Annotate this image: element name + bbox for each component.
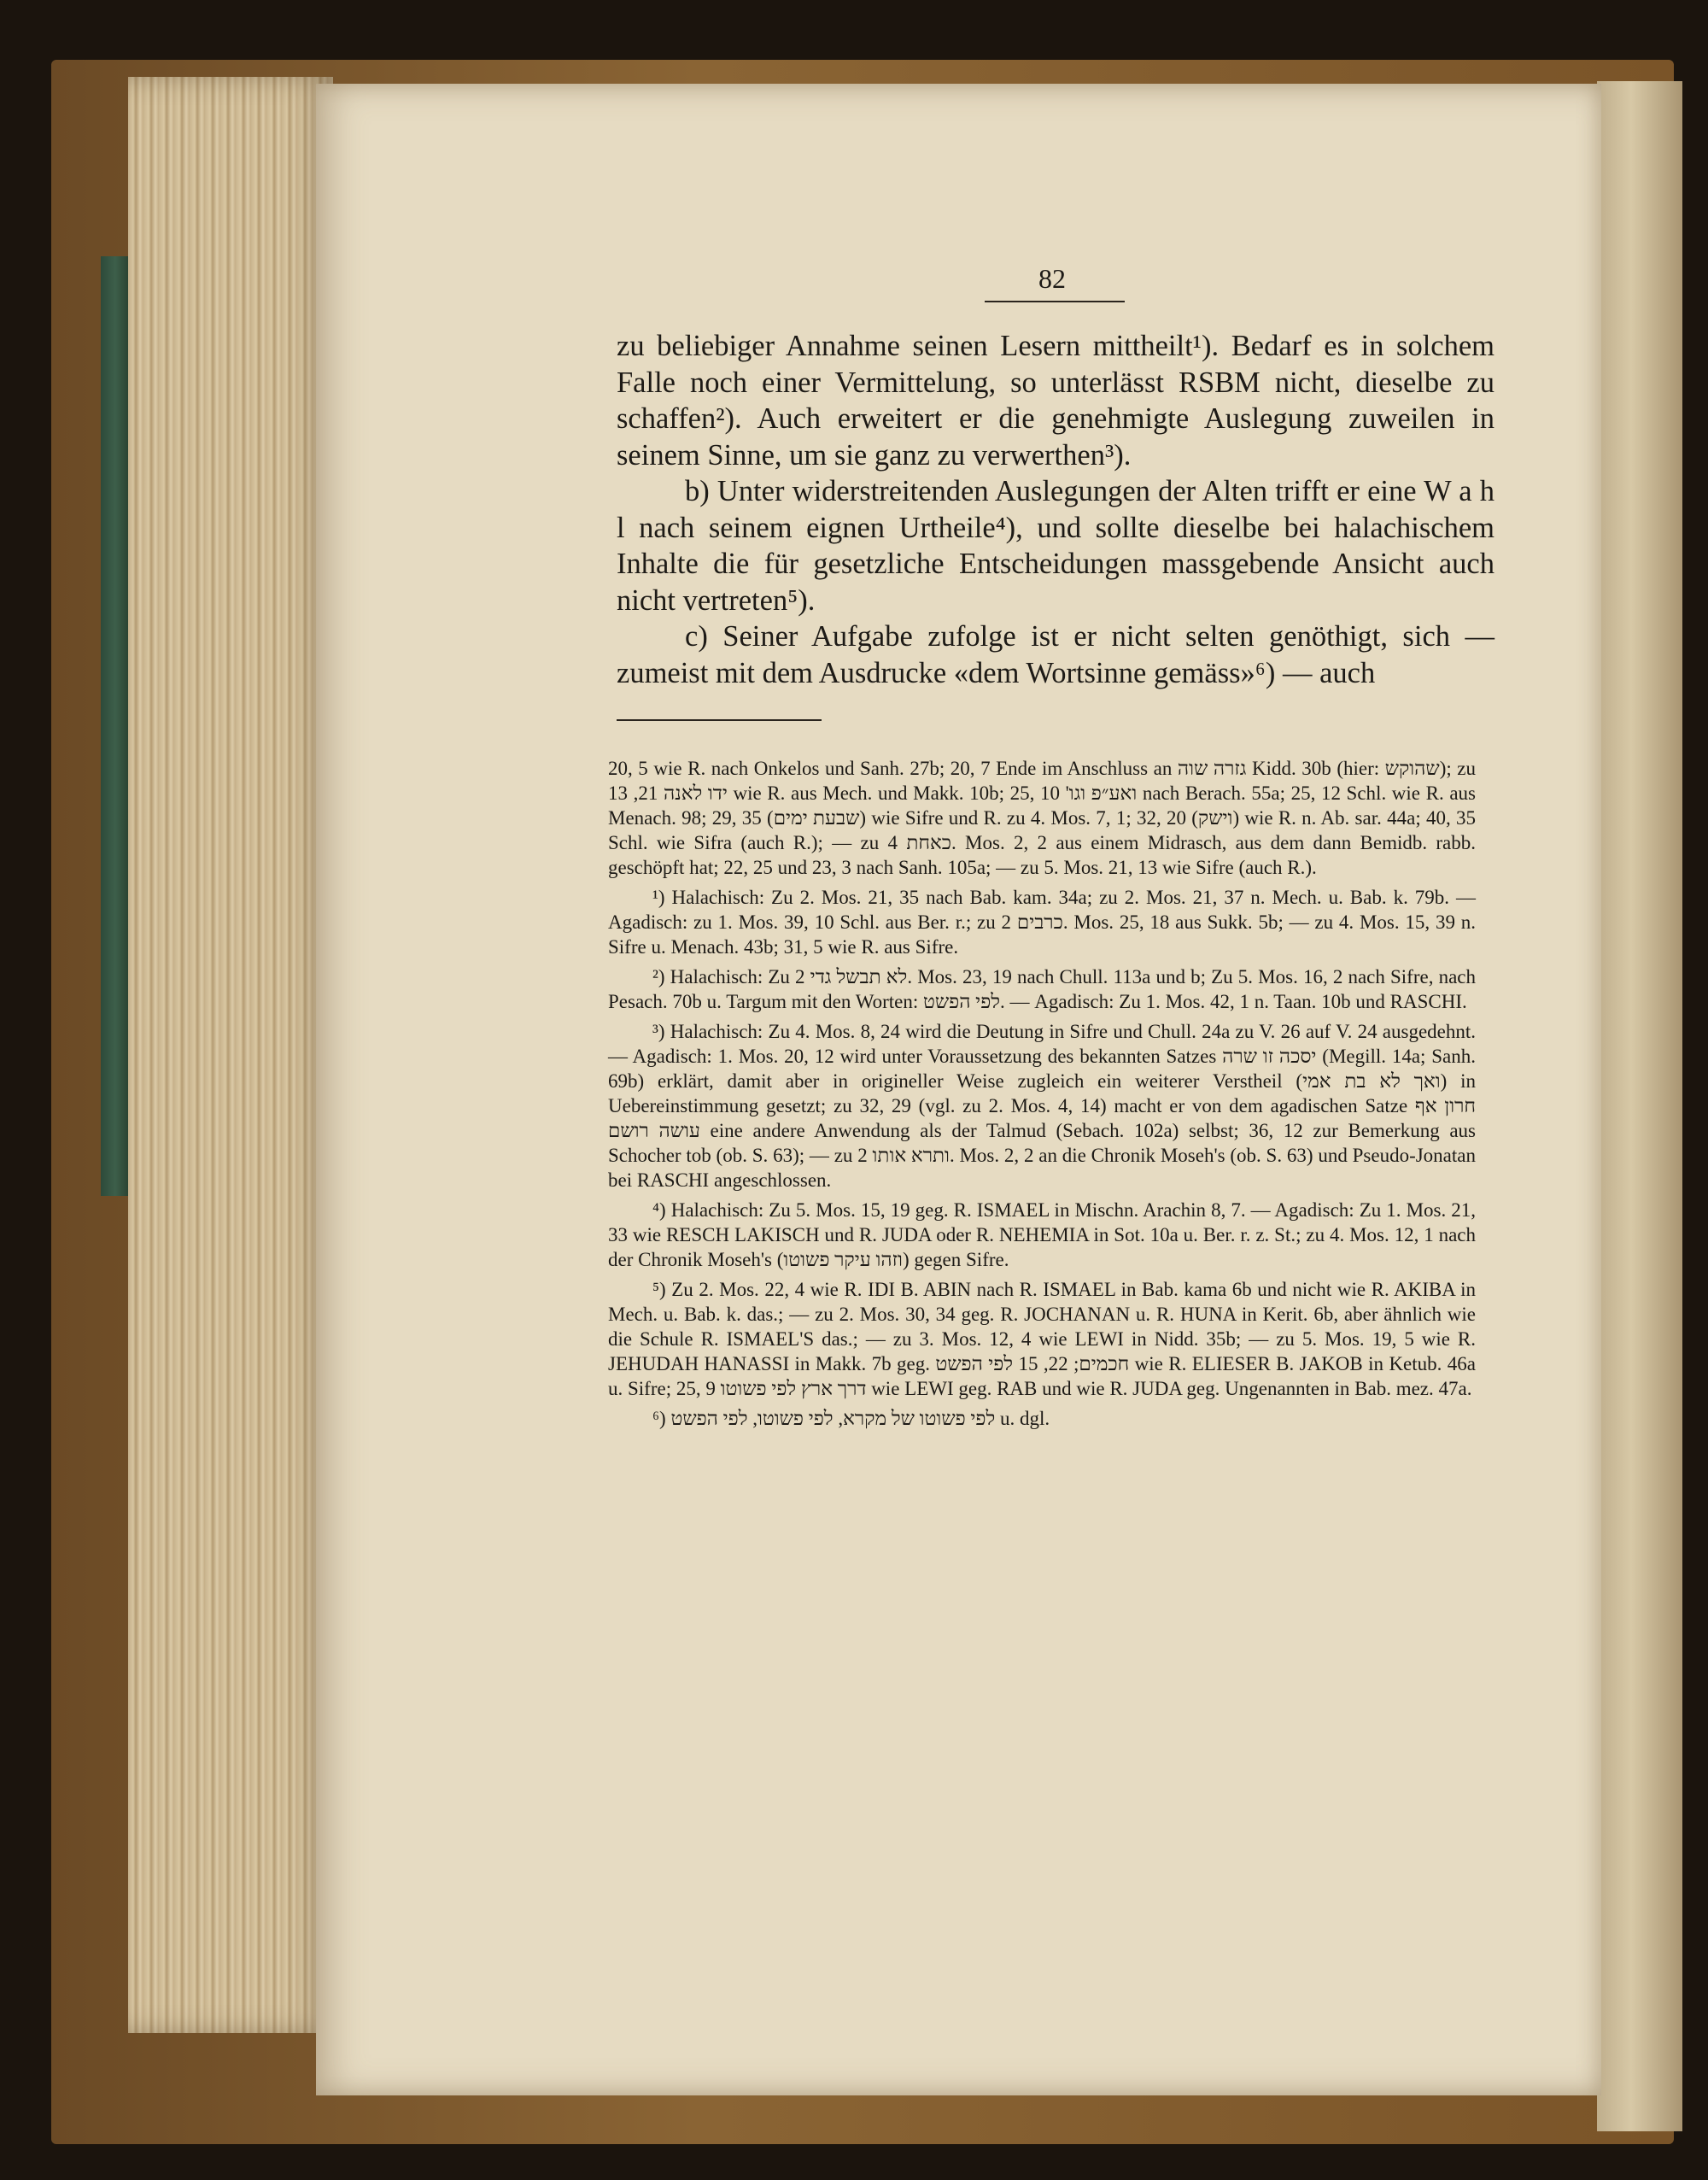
page-edges-stack bbox=[128, 77, 333, 2033]
footnote-1: ¹) Halachisch: Zu 2. Mos. 21, 35 nach Bab. kam. 34a; zu 2. Mos. 21, 37 n. Mech. u. Bab. k. 79b. — Agadisch: zu 1. Mos. 39, 10 Schl. aus Ber. r.; zu כרבים 2. Mos. 25, 18 aus Sukk. 5b; — zu 4. Mos. 15, 39 n. Sifre u. Menach. 43b; 31, 5 wie R. aus Sifre. bbox=[608, 887, 1476, 958]
footnote-2: ²) Halachisch: Zu לא תבשל גדי 2. Mos. 23, 19 nach Chull. 113a und b; Zu 5. Mos. 16, 2 nach Sifre, nach Pesach. 70b u. Targum mit den Worten: לפי הפשט. — Agadisch: Zu 1. Mos. 42, 1 n. Taan. 10b und RASCHI. bbox=[608, 966, 1476, 1012]
footnote-rule bbox=[617, 719, 822, 721]
footnotes bbox=[608, 756, 1476, 1431]
footnote-5: ⁵) Zu 2. Mos. 22, 4 wie R. IDI B. ABIN nach R. ISMAEL in Bab. kama 6b und nicht wie R. AKIBA in Mech. u. Bab. k. das.; — zu 2. Mos. 30, 34 geg. R. JOCHANAN u. R. HUNA in Kerit. 6b, aber ähnlich wie die Schule R. ISMAEL'S das.; — zu 3. Mos. 12, 4 wie LEWI in Nidd. 35b; — zu 5. Mos. 19, 5 wie R. JEHUDAH HANASSI in Makk. 7b geg. חכמים; 22, 15 לפי הפשט wie R. ELIESER B. JAKOB in Ketub. 46a u. Sifre; 25, 9 דרך ארץ לפי פשוטו wie LEWI geg. RAB und wie R. JUDA geg. Ungenannten in Bab. mez. 47a. bbox=[608, 1279, 1477, 1399]
page-number: 82 bbox=[1038, 263, 1066, 294]
facing-page-edge bbox=[1597, 81, 1682, 2131]
paragraph-b: b) Unter widerstreitenden Auslegungen der Alten trifft er eine W a h l nach seinem eignen Urtheile⁴), und sollte dieselbe bei halachischem Inhalte die für gesetzliche Entscheidungen massgebende Ansicht auch nicht vertreten⁵). bbox=[617, 475, 1494, 617]
cover-binding-edge bbox=[101, 256, 130, 1196]
paragraph-c: c) Seiner Aufgabe zufolge ist er nicht selten genöthigt, sich — zumeist mit dem Ausdrucke «dem Wortsinne gemäss»⁶) — auch bbox=[617, 620, 1494, 689]
footnote-6: ⁶) לפי פשוטו של מקרא, לפי פשוטו, לפי הפשט u. dgl. bbox=[652, 1408, 1050, 1429]
footnote-continuation: 20, 5 wie R. nach Onkelos und Sanh. 27b; 20, 7 Ende im Anschluss an גזרה שוה Kidd. 30b (hier: שהוקש); zu ידו לאנה 21, 13 wie R. aus Mech. und Makk. 10b; 25, 10 'ואע״פ וגו nach Berach. 55a; 25, 12 Schl. wie R. aus Menach. 98; 29, 35 (שבעת ימים) wie Sifre und R. zu 4. Mos. 7, 1; 32, 20 (וישק) wie R. n. Ab. sar. 44a; 40, 35 Schl. wie Sifra (auch R.); — zu כאחת 4. Mos. 2, 2 aus einem Midrasch, aus dem dann Bemidb. rabb. geschöpft hat; 22, 25 und 23, 3 nach Sanh. 105a; — zu 5. Mos. 21, 13 wie Sifre (auch R.). bbox=[608, 758, 1477, 878]
footnote-4: ⁴) Halachisch: Zu 5. Mos. 15, 19 geg. R. ISMAEL in Mischn. Arachin 8, 7. — Agadisch: Zu 1. Mos. 21, 33 wie RESCH LAKISCH und R. JUDA oder R. NEHEMIA in Sot. 10a u. Ber. r. z. St.; zu 4. Mos. 12, 1 nach der Chronik Moseh's (וזהו עיקר פשוטו) gegen Sifre. bbox=[608, 1199, 1476, 1270]
paragraph-a-continuation: zu beliebiger Annahme seinen Lesern mittheilt¹). Bedarf es in solchem Falle noch einer Vermittelung, so unterlässt RSBM nicht, dieselbe zu schaffen²). Auch erweitert er die genehmigte Auslegung zuweilen in seinem Sinne, um sie ganz zu verwerthen³). bbox=[617, 330, 1494, 472]
main-text bbox=[617, 328, 1494, 691]
footnote-3: ³) Halachisch: Zu 4. Mos. 8, 24 wird die Deutung in Sifre und Chull. 24a zu V. 26 auf V. 24 ausgedehnt. — Agadisch: 1. Mos. 20, 12 wird unter Voraussetzung des bekannten Satzes יסכה זו שרה (Megill. 14a; Sanh. 69b) erklärt, damit aber in origineller Weise zugleich ein weiterer Verstheil (ואך לא בת אמי) in Uebereinstimmung gesetzt; zu 32, 29 (vgl. zu 2. Mos. 4, 14) macht er von dem agadischen Satze חרון אף עושה רושם eine andere Anwendung als der Talmud (Sebach. 102a) selbst; 36, 12 zur Bemerkung aus Schocher tob (ob. S. 63); — zu ותרא אותו 2. Mos. 2, 2 an die Chronik Moseh's (ob. S. 63) und Pseudo-Jonatan bei RASCHI angeschlossen. bbox=[608, 1021, 1477, 1191]
header-rule bbox=[985, 301, 1125, 302]
